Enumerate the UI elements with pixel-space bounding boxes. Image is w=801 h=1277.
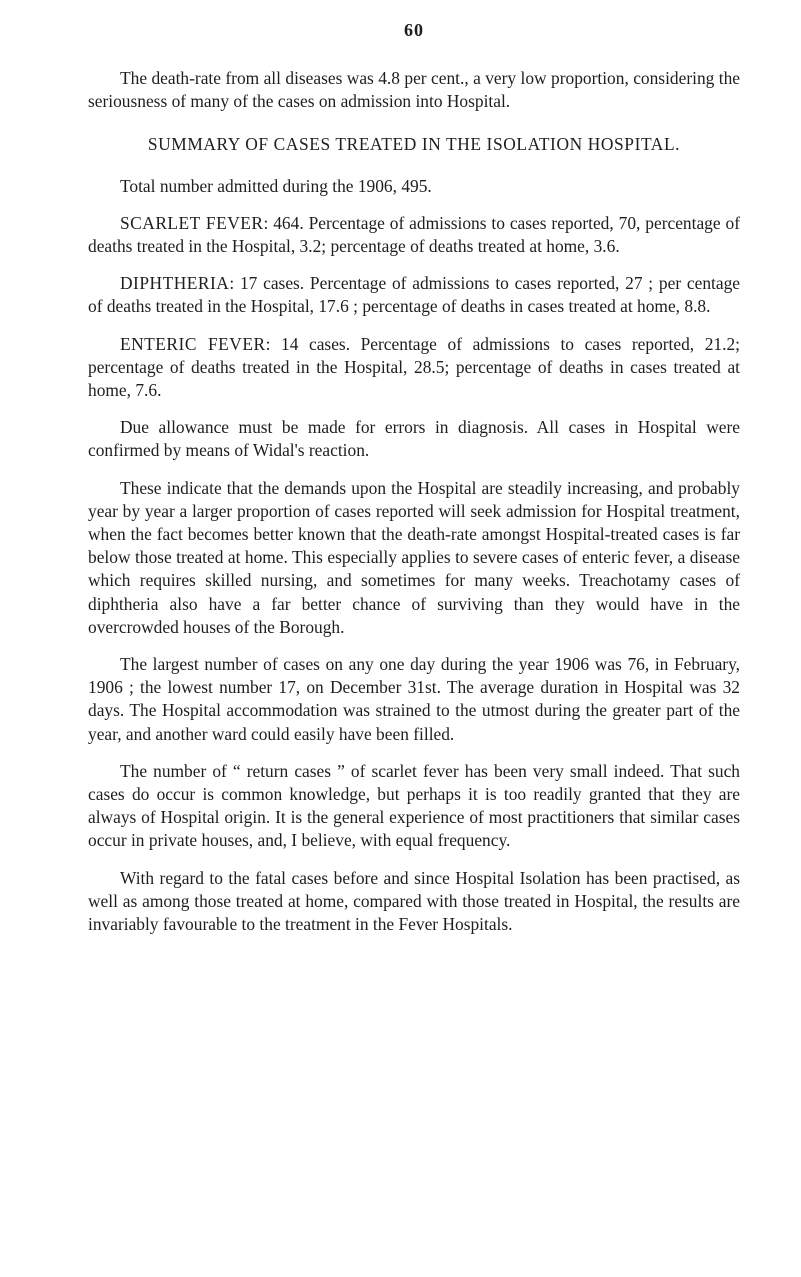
enteric-fever-text: : 14 cases. Percentage of admissions to cases reported, 21.2; percentage of deaths treated in the Hospital, 28.5; percentage of deaths in cases treated at home, 7.6. [88, 333, 740, 401]
diphtheria-paragraph [88, 272, 740, 318]
document-page [88, 0, 740, 1277]
page-content [88, 67, 740, 936]
enteric-fever-paragraph [88, 333, 740, 403]
scarlet-fever-paragraph [88, 212, 740, 258]
intro-paragraph: The death-rate from all diseases was 4.8 per cent., a very low proportion, considering the seriousness of many of the cases on admission into Hospital. [88, 68, 740, 112]
fatal-cases-paragraph: With regard to the fatal cases before and since Hospital Isolation has been practised, as well as among those treated at home, compared with those treated in Hospital, the results are invariably favourable to the treatment in the Fever Hospitals. [88, 867, 740, 935]
diphtheria-label: DIPHTHERIA [120, 273, 230, 294]
enteric-fever-label: ENTERIC FEVER [120, 333, 266, 354]
largest-number-paragraph: The largest number of cases on any one day during the year 1906 was 76, in February, 1906 ; the lowest number 17, on December 31st. The average duration in Hospital was 32 days. The Hospital accommodation was strained to the utmost during the greater part of the year, and another ward could easily have been filled. [88, 654, 740, 744]
diagnosis-paragraph: Due allowance must be made for errors in diagnosis. All cases in Hospital were confirmed by means of Widal's reaction. [88, 417, 740, 461]
total-admitted-paragraph: Total number admitted during the 1906, 495. [120, 175, 432, 196]
scarlet-fever-text: : 464. Percentage of admissions to cases reported, 70, percentage of deaths treated in the Hospital, 3.2; percentage of deaths treated at home, 3.6. [88, 212, 740, 257]
section-heading: SUMMARY OF CASES TREATED IN THE ISOLATION HOSPITAL. [147, 134, 681, 155]
demands-paragraph: These indicate that the demands upon the Hospital are steadily increasing, and probably year by year a larger proportion of cases reported will seek admission for Hospital treatment, when the fact becomes better known that the death-rate amongst Hospital-treated cases is far below those treated at home. This especially applies to severe cases of enteric fever, a disease which requires skilled nursing, and sometimes for many weeks. Treachotamy cases of diphtheria also have a far better chance of surviving than they would have in the overcrowded houses of the Borough. [88, 477, 740, 637]
diphtheria-text: : 17 cases. Percentage of admissions to cases reported, 27 ; per centage of deaths treated in the Hospital, 17.6 ; percentage of deaths in cases treated at home, 8.8. [88, 273, 740, 317]
scarlet-fever-label: SCARLET FEVER [120, 212, 264, 233]
page-number: 60 [404, 20, 424, 40]
return-cases-paragraph: The number of “ return cases ” of scarlet fever has been very small indeed. That such cases do occur is common knowledge, but perhaps it is too readily granted that they are always of Hospital origin. It is the general experience of most practitioners that similar cases occur in private houses, and, I believe, with equal frequency. [88, 760, 740, 851]
